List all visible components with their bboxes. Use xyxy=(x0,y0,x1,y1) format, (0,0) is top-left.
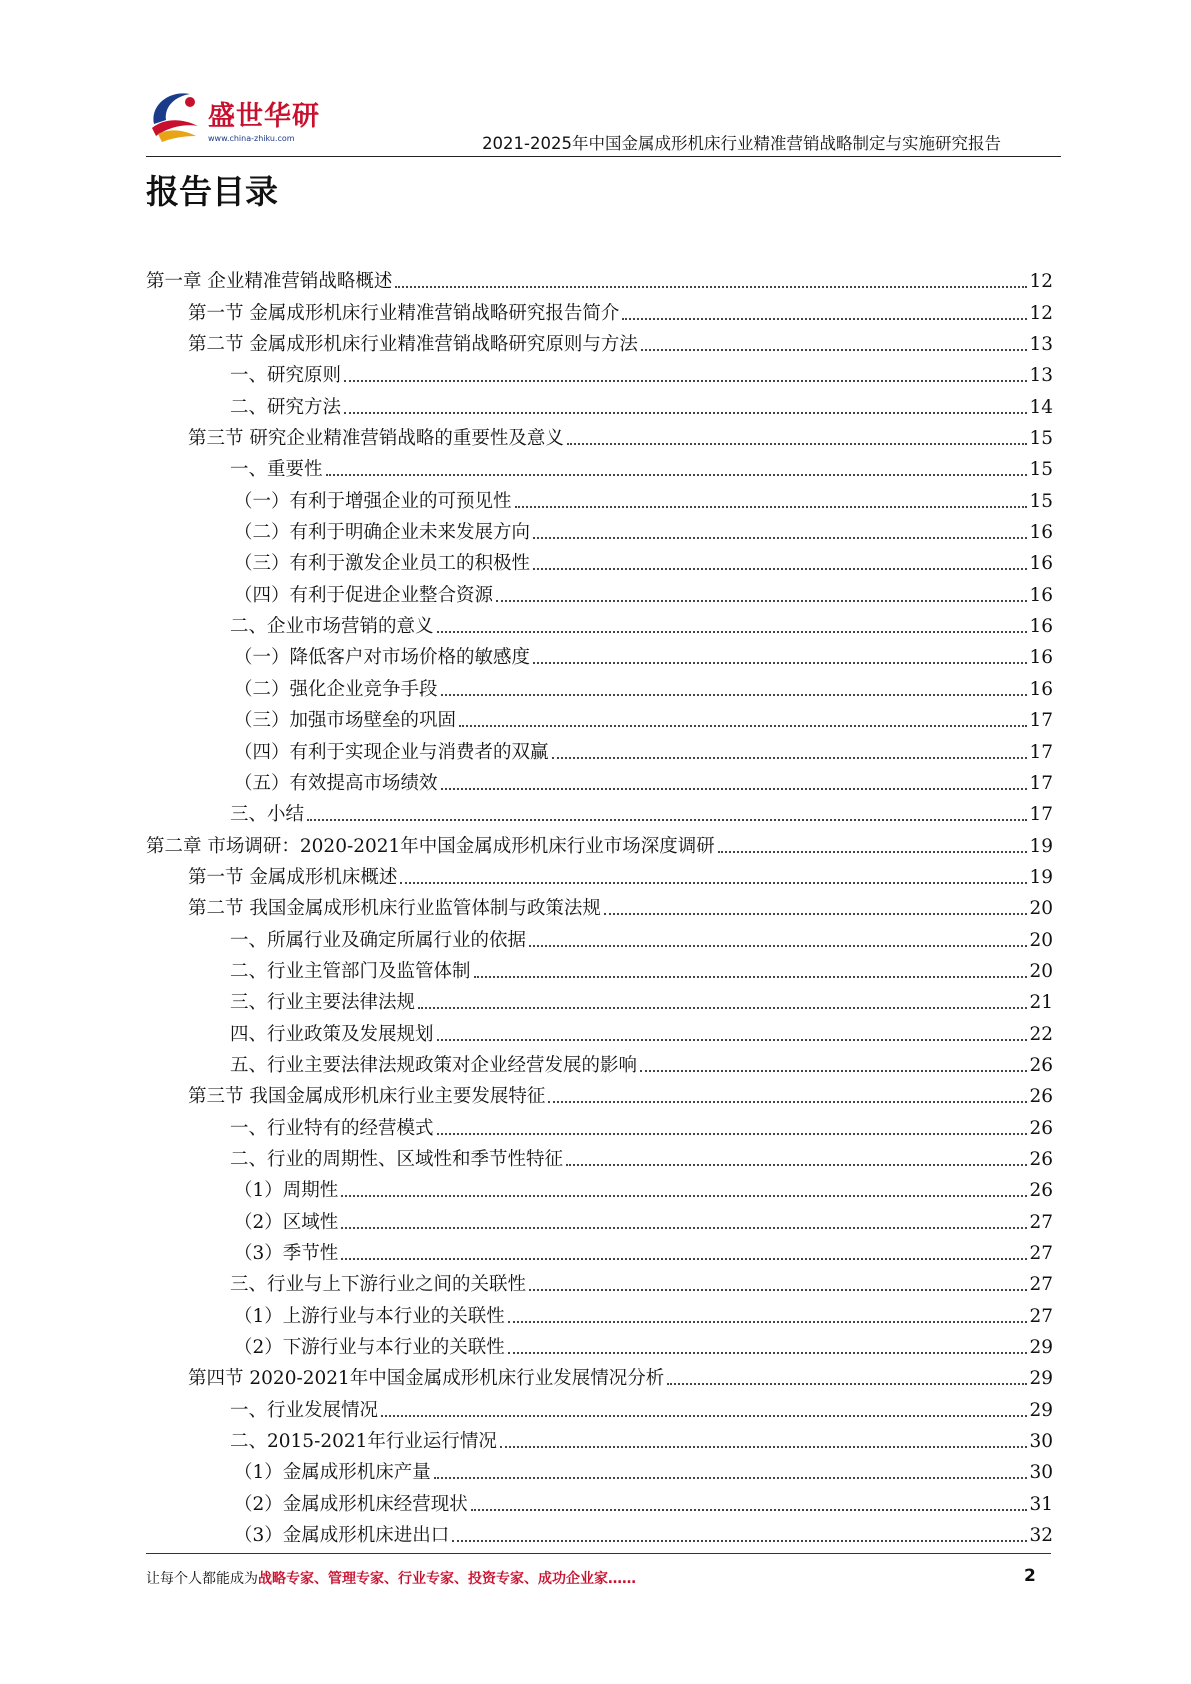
toc-dot-leader xyxy=(496,600,1027,602)
toc-entry-page: 26 xyxy=(1029,1086,1053,1108)
toc-entry-title: 三、小结 xyxy=(230,804,305,826)
toc-entry-title: 二、行业主管部门及监管体制 xyxy=(230,960,471,982)
toc-dot-leader xyxy=(381,1415,1027,1417)
toc-entry[interactable] xyxy=(146,1234,1053,1265)
toc-entry-page: 22 xyxy=(1029,1023,1053,1045)
footer-slogan-prefix: 让每个人都能成为 xyxy=(146,1571,258,1587)
toc-entry-page: 26 xyxy=(1029,1180,1053,1202)
toc-dot-leader xyxy=(508,1321,1028,1323)
toc-dot-leader xyxy=(437,1039,1028,1041)
logo-swoosh-icon xyxy=(146,84,208,146)
footer-slogan-highlight: 战略专家、管理专家、行业专家、投资专家、成功企业家…… xyxy=(258,1571,636,1587)
toc-entry-title: （3）季节性 xyxy=(234,1243,339,1264)
footer-divider xyxy=(146,1553,1051,1554)
toc-dot-leader xyxy=(341,1195,1027,1197)
company-logo xyxy=(146,84,346,154)
toc-entry-title: （三）有利于激发企业员工的积极性 xyxy=(234,553,531,575)
toc-entry-page: 17 xyxy=(1029,804,1053,826)
toc-entry-page: 31 xyxy=(1029,1493,1053,1515)
toc-entry-page: 17 xyxy=(1029,772,1053,794)
toc-dot-leader xyxy=(567,443,1028,445)
toc-entry-page: 14 xyxy=(1029,396,1053,418)
toc-entry-title: 一、重要性 xyxy=(230,459,323,481)
toc-entry-title: 五、行业主要法律法规政策对企业经营发展的影响 xyxy=(230,1054,638,1076)
toc-entry-page: 17 xyxy=(1029,741,1053,763)
toc-dot-leader xyxy=(552,757,1028,759)
toc-dot-leader xyxy=(622,318,1027,320)
toc-entry[interactable] xyxy=(146,325,1053,356)
toc-entry[interactable] xyxy=(146,1484,1053,1515)
toc-entry-page: 13 xyxy=(1029,365,1053,387)
toc-entry-title: 一、研究原则 xyxy=(230,365,342,387)
toc-entry[interactable] xyxy=(146,1328,1053,1359)
toc-entry-title: （2）金属成形机床经营现状 xyxy=(234,1493,468,1515)
toc-dot-leader xyxy=(718,851,1028,853)
toc-dot-leader xyxy=(515,506,1028,508)
toc-dot-leader xyxy=(437,1133,1028,1135)
logo-text: 盛世华研 xyxy=(208,101,320,132)
toc-entry-page: 16 xyxy=(1029,647,1053,669)
toc-dot-leader xyxy=(641,349,1028,351)
toc-entry-title: 一、行业发展情况 xyxy=(230,1399,379,1421)
toc-entry[interactable] xyxy=(146,669,1053,700)
toc-entry[interactable] xyxy=(146,1202,1053,1233)
toc-entry[interactable] xyxy=(146,1296,1053,1327)
toc-entry-page: 29 xyxy=(1029,1337,1053,1359)
toc-dot-leader xyxy=(566,1164,1027,1166)
toc-entry-title: 第四节 2020-2021年中国金属成形机床行业发展情况分析 xyxy=(188,1368,665,1390)
toc-entry-page: 16 xyxy=(1029,584,1053,606)
toc-entry[interactable] xyxy=(146,1390,1053,1421)
toc-entry[interactable] xyxy=(146,1359,1053,1390)
toc-dot-leader xyxy=(341,1227,1027,1229)
toc-dot-leader xyxy=(533,568,1027,570)
toc-dot-leader xyxy=(459,725,1027,727)
toc-entry-page: 21 xyxy=(1029,992,1053,1014)
toc-entry-title: （二）强化企业竞争手段 xyxy=(234,678,438,700)
toc-entry-page: 16 xyxy=(1029,522,1053,544)
toc-entry[interactable] xyxy=(146,544,1053,575)
toc-entry[interactable] xyxy=(146,293,1053,324)
toc-entry[interactable] xyxy=(146,764,1053,795)
toc-entry-title: 第一章 企业精准营销战略概述 xyxy=(146,271,393,293)
toc-dot-leader xyxy=(326,474,1028,476)
toc-entry[interactable] xyxy=(146,1265,1053,1296)
toc-dot-leader xyxy=(640,1070,1027,1072)
toc-entry-page: 20 xyxy=(1029,960,1053,982)
toc-entry-title: 第一节 金属成形机床行业精准营销战略研究报告简介 xyxy=(188,302,620,324)
toc-entry-page: 15 xyxy=(1029,490,1053,512)
page-header xyxy=(146,78,1061,158)
toc-entry-page: 17 xyxy=(1029,710,1053,732)
toc-entry-page: 12 xyxy=(1029,302,1053,324)
toc-entry-page: 16 xyxy=(1029,616,1053,638)
toc-entry[interactable] xyxy=(146,575,1053,606)
page-title: 报告目录 xyxy=(146,172,278,211)
toc-dot-leader xyxy=(471,1509,1028,1511)
toc-entry-title: 二、企业市场营销的意义 xyxy=(230,616,434,638)
toc-entry-page: 27 xyxy=(1029,1305,1053,1327)
toc-entry[interactable] xyxy=(146,858,1053,889)
toc-entry-page: 15 xyxy=(1029,428,1053,450)
header-divider xyxy=(146,156,1061,157)
toc-dot-leader xyxy=(434,1477,1028,1479)
toc-entry-page: 16 xyxy=(1029,553,1053,575)
table-of-contents xyxy=(146,262,1053,1547)
toc-entry[interactable] xyxy=(146,795,1053,826)
toc-entry-page: 29 xyxy=(1029,1399,1053,1421)
toc-entry-page: 19 xyxy=(1029,835,1053,857)
toc-entry-title: （四）有利于实现企业与消费者的双赢 xyxy=(234,741,549,763)
toc-entry[interactable] xyxy=(146,419,1053,450)
toc-entry-page: 19 xyxy=(1029,866,1053,888)
toc-entry-title: （四）有利于促进企业整合资源 xyxy=(234,584,494,606)
toc-entry-page: 29 xyxy=(1029,1368,1053,1390)
toc-entry-page: 12 xyxy=(1029,271,1053,293)
toc-dot-leader xyxy=(418,1007,1027,1009)
toc-entry-title: 三、行业主要法律法规 xyxy=(230,992,416,1014)
toc-entry[interactable] xyxy=(146,1077,1053,1108)
toc-entry-page: 27 xyxy=(1029,1243,1053,1264)
toc-entry-page: 13 xyxy=(1029,334,1053,356)
toc-entry[interactable] xyxy=(146,952,1053,983)
toc-entry[interactable] xyxy=(146,638,1053,669)
toc-entry-title: 第三节 我国金属成形机床行业主要发展特征 xyxy=(188,1086,546,1108)
toc-entry-page: 16 xyxy=(1029,678,1053,700)
toc-entry-page: 20 xyxy=(1029,898,1053,920)
toc-entry[interactable] xyxy=(146,1140,1053,1171)
toc-entry-title: （五）有效提高市场绩效 xyxy=(234,772,438,794)
toc-dot-leader xyxy=(344,380,1027,382)
toc-entry[interactable] xyxy=(146,983,1053,1014)
toc-entry[interactable] xyxy=(146,356,1053,387)
toc-entry-page: 20 xyxy=(1029,929,1053,951)
toc-dot-leader xyxy=(533,537,1027,539)
toc-entry-title: （一）有利于增强企业的可预见性 xyxy=(234,490,512,512)
toc-entry-page: 26 xyxy=(1029,1117,1053,1139)
toc-entry-title: 一、所属行业及确定所属行业的依据 xyxy=(230,929,527,951)
toc-entry-page: 27 xyxy=(1029,1211,1053,1233)
toc-entry-title: （2）区域性 xyxy=(234,1211,339,1233)
toc-dot-leader xyxy=(307,819,1027,821)
toc-dot-leader xyxy=(533,662,1027,664)
toc-entry-title: （1）周期性 xyxy=(234,1180,339,1202)
toc-entry[interactable] xyxy=(146,450,1053,481)
toc-dot-leader xyxy=(474,976,1028,978)
toc-entry-title: （二）有利于明确企业未来发展方向 xyxy=(234,522,531,544)
toc-dot-leader xyxy=(437,631,1028,633)
toc-entry[interactable] xyxy=(146,826,1053,857)
toc-dot-leader xyxy=(395,286,1027,288)
toc-entry[interactable] xyxy=(146,1108,1053,1139)
toc-dot-leader xyxy=(604,913,1028,915)
toc-dot-leader xyxy=(452,1540,1027,1542)
toc-entry-page: 26 xyxy=(1029,1148,1053,1170)
toc-entry-title: （1）上游行业与本行业的关联性 xyxy=(234,1305,505,1327)
toc-entry[interactable] xyxy=(146,701,1053,732)
toc-entry[interactable] xyxy=(146,1422,1053,1453)
toc-entry[interactable] xyxy=(146,732,1053,763)
toc-entry-title: 第二节 我国金属成形机床行业监管体制与政策法规 xyxy=(188,898,601,920)
toc-dot-leader xyxy=(441,788,1028,790)
toc-entry[interactable] xyxy=(146,1516,1053,1547)
toc-entry[interactable] xyxy=(146,1014,1053,1045)
toc-entry-page: 27 xyxy=(1029,1274,1053,1296)
toc-entry-title: 二、2015-2021年行业运行情况 xyxy=(230,1431,497,1453)
logo-url: www.china-zhiku.com xyxy=(208,134,295,143)
toc-entry[interactable] xyxy=(146,513,1053,544)
footer-slogan xyxy=(146,1568,636,1588)
toc-entry[interactable] xyxy=(146,481,1053,512)
toc-entry[interactable] xyxy=(146,607,1053,638)
toc-entry-title: 第二章 市场调研：2020-2021年中国金属成形机床行业市场深度调研 xyxy=(146,835,715,857)
toc-entry[interactable] xyxy=(146,1046,1053,1077)
toc-entry[interactable] xyxy=(146,1171,1053,1202)
toc-dot-leader xyxy=(441,694,1028,696)
toc-entry-page: 32 xyxy=(1029,1525,1053,1547)
toc-entry[interactable] xyxy=(146,889,1053,920)
page-number: 2 xyxy=(1024,1566,1036,1586)
toc-dot-leader xyxy=(344,412,1027,414)
toc-dot-leader xyxy=(400,882,1027,884)
toc-entry-page: 15 xyxy=(1029,459,1053,481)
toc-entry-title: 二、研究方法 xyxy=(230,396,342,418)
toc-entry-title: （三）加强市场壁垒的巩固 xyxy=(234,710,457,732)
toc-entry-title: 三、行业与上下游行业之间的关联性 xyxy=(230,1274,527,1296)
toc-entry-title: （2）下游行业与本行业的关联性 xyxy=(234,1337,505,1359)
toc-entry-title: 四、行业政策及发展规划 xyxy=(230,1023,434,1045)
toc-dot-leader xyxy=(529,1289,1027,1291)
toc-entry-title: 第三节 研究企业精准营销战略的重要性及意义 xyxy=(188,428,564,450)
toc-entry-title: 第二节 金属成形机床行业精准营销战略研究原则与方法 xyxy=(188,334,638,356)
toc-dot-leader xyxy=(508,1352,1028,1354)
toc-entry[interactable] xyxy=(146,262,1053,293)
toc-entry[interactable] xyxy=(146,1453,1053,1484)
toc-entry-title: 第一节 金属成形机床概述 xyxy=(188,866,398,888)
toc-entry-title: （1）金属成形机床产量 xyxy=(234,1462,431,1484)
toc-entry-page: 26 xyxy=(1029,1054,1053,1076)
document-title: 2021-2025年中国金属成形机床行业精准营销战略制定与实施研究报告 xyxy=(482,134,1001,153)
toc-entry-title: 二、行业的周期性、区域性和季节性特征 xyxy=(230,1148,564,1170)
toc-entry-title: （一）降低客户对市场价格的敏感度 xyxy=(234,647,531,669)
toc-dot-leader xyxy=(500,1446,1028,1448)
toc-dot-leader xyxy=(529,945,1027,947)
toc-dot-leader xyxy=(548,1101,1027,1103)
toc-entry[interactable] xyxy=(146,920,1053,951)
toc-entry-title: （3）金属成形机床进出口 xyxy=(234,1525,450,1547)
toc-dot-leader xyxy=(341,1258,1027,1260)
toc-entry-title: 一、行业特有的经营模式 xyxy=(230,1117,434,1139)
toc-entry-page: 30 xyxy=(1029,1431,1053,1453)
toc-entry-page: 30 xyxy=(1029,1462,1053,1484)
toc-entry[interactable] xyxy=(146,387,1053,418)
toc-dot-leader xyxy=(667,1383,1027,1385)
